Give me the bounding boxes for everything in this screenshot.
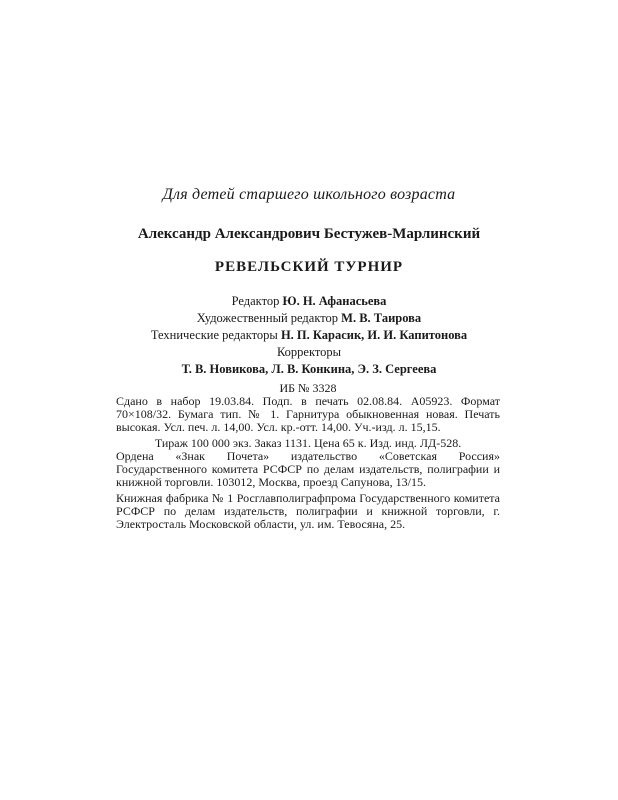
publisher-info: Ордена «Знак Почета» издательство «Советская Россия» Государственного комитета РСФСР по делам издательств, полиграфии и книжной торговли. 103012, Москва, проезд Сапунова, 13/15.	[116, 449, 500, 489]
art-editor-role: Художественный редактор	[196, 311, 339, 325]
tech-editors-line	[0, 327, 618, 344]
credits-block	[0, 293, 618, 378]
proofreaders-names: Т. В. Новикова, Л. В. Конкина, Э. З. Сергеева	[181, 362, 437, 376]
publication-details: Сдано в набор 19.03.84. Подп. в печать 02.08.84. А05923. Формат 70×108/32. Бумага тип. № 1. Гарнитура обыкновенная новая. Печать высокая. Усл. печ. л. 14,00. Усл. кр.-отт. 14,00. Уч.-изд. л. 15,15.	[116, 394, 500, 434]
author-name: Александр Александрович Бестужев-Марлинский	[137, 226, 481, 242]
editor-name: Ю. Н. Афанасьева	[282, 294, 387, 308]
tech-editors-role: Технические редакторы	[150, 328, 278, 342]
tech-editors-names: Н. П. Карасик, И. И. Капитонова	[280, 328, 468, 342]
ib-number: ИБ № 3328	[279, 381, 337, 395]
art-editor-line	[0, 310, 618, 327]
editor-role: Редактор	[231, 294, 280, 308]
book-title: РЕВЕЛЬСКИЙ ТУРНИР	[214, 259, 404, 275]
audience-note: Для детей старшего школьного возраста	[162, 186, 456, 203]
imprint-block	[116, 382, 500, 534]
proofreaders-role: Корректоры	[276, 345, 342, 359]
art-editor-name: М. В. Таирова	[341, 311, 422, 325]
print-run: Тираж 100 000 экз. Заказ 1131. Цена 65 к. Изд. инд. ЛД-528.	[154, 436, 462, 450]
printer-info: Книжная фабрика № 1 Росглавполиграфпрома Государственного комитета РСФСР по делам издательств, полиграфии и книжной торговли, г. Электросталь Московской области, ул. им. Тевосяна, 25.	[116, 491, 500, 531]
editor-line	[0, 293, 618, 310]
